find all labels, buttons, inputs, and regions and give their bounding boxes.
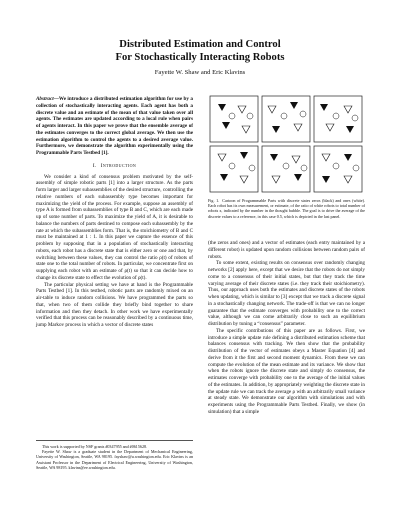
intro-paragraph-2: The particular physical setting we have at hand is the Programmable Parts Testbed [1]. In this testbed, robotic parts are randomly mixed on an air-table to induce random collisions. We have programmed the parts so that, when two of them collide they briefly bind together to share information and then they detach. In other work we have experimentally verified that this process can be reasonably described by a continuous time, jump Markov process in which a vector of discrete states: [36, 281, 193, 328]
author-line: Fayette W. Shaw and Eric Klavins: [154, 69, 246, 76]
title-line-1: Distributed Estimation and Control: [119, 39, 281, 50]
robot-group: [322, 154, 359, 183]
right-column: [208, 240, 365, 416]
robot-group: [268, 102, 306, 133]
section-number: I.: [92, 162, 97, 169]
robot-group: [320, 104, 358, 133]
figure-label: Fig. 1.: [208, 198, 220, 203]
abstract-label: Abstract—: [36, 96, 59, 102]
robot-group: [218, 152, 255, 183]
paper-title: [0, 38, 400, 64]
robot-group: [218, 104, 253, 133]
intro-paragraph-1: We consider a kind of consensus problem motivated by the self-assembly of simple robotic parts [1] into a larger structure. As the parts form larger and larger subassemblies of the desired structure, controlling the relative numbers of each subassembly type becomes important for maximizing the yield of the process. For example, suppose an assembly of type A is formed from subassemblies of type B and C, which are each made up of some number of parts. To maximize the yield of A, it is desirable to balance the numbers of parts destined to compose each subassembly by the rate at which the subassemblies form. That is, the stoichiometry of B and C must be maintained at 1 : 1. In this paper we capture the essence of this problem by supposing that in a population of stochastically interacting robots, each robot has a discrete state that is either zero or one and that, by switching between these values, they can control the ratio ρ(t) of robots of state one to the total number of robots. In particular, we concentrate first on supplying each robot with an estimate of ρ(t) so that it can decide how to change its discrete state to effect the evolution of ρ(t).: [36, 173, 193, 281]
right-paragraph-3: The specific contributions of this paper are as follows. First, we introduce a simple update rule defining a distributed estimation scheme that balances consensus with tracking. We then show that the probability distribution of the vector of estimates obeys a Master Equation [4] and derive from it the first and second moment dynamics. From these we can compute the evolution of the mean estimate and its variance. We show that when the robots ignore the discrete state and simply do consensus, the estimates converge with probability one to the average of the initial values of the estimates. In addition, by appropriately weighting the discrete state in the update rule we can track the average ρ with an arbitrarily small variance at steady state. We demonstrate our algorithm with simulations and with experiments using the Programmable Parts Testbed. Finally, we show (in simulation) that a simple: [208, 327, 365, 415]
figure-1-caption: [208, 198, 365, 219]
right-paragraph-1: (the zeros and ones) and a vector of estimates (each entry maintained by a different robot) is updated upon random collisions between random pairs of robots.: [208, 240, 365, 260]
abstract: [36, 96, 193, 157]
section-heading-introduction: [36, 163, 193, 170]
left-column: [36, 96, 193, 329]
title-line-2: For Stochastically Interacting Robots: [115, 52, 285, 63]
footnote-affiliations: Fayette W. Shaw is a graduate student in the Department of Mechanical Engineering, University of Washington, Seattle, WA 98195. fayshaw@u.washington.edu. Eric Klavins is an Assistant Professor in the Department of Electrical Engineering, University of Washington, Seattle, WA 98195. klavins@ee.washington.edu.: [36, 449, 193, 470]
figure-1-illustration: [208, 94, 365, 194]
figure-caption-text: Cartoon of Programmable Parts with discrete states zeros (black) and ones (white). Each robot has its own measurement, or estimate, of the ratio of white robots to total number of robots x, indicated by the number in the thought bubble. The goal is to drive the average of the discrete values to a reference, in this case 0.5, which is depicted in the last panel.: [208, 198, 365, 219]
section-title: Introduction: [100, 162, 137, 169]
figure-panel-2: [262, 96, 310, 142]
right-paragraph-2: To some extent, existing results on consensus over randomly changing networks [2] apply here, except that we desire that the robots do not simply come to a consensus of their initial states, but that they track the time varying average of their discrete states (i.e. they track their stoichiometry). Thus, our approach uses both the estimates and discrete states of the robots when updating, which is similar to [3] except that we track a discrete signal in a stochastically changing network. The trade-off is that we can no longer guarantee that the estimate converges with probability one to the correct value, although we can come arbitrarily close to such an equilibrium distribution by tuning a “consensus” parameter.: [208, 260, 365, 327]
footnote-funding: This work is supported by NSF grants #0347955 and #0615628.: [42, 444, 148, 449]
robot-group: [270, 154, 307, 183]
footnote: [36, 440, 193, 470]
abstract-text: We introduce a distributed estimation algorithm for use by a collection of stochastically interacting agents. Each agent has both a discrete value and an estimate of the mean of that value taken over all agents. The estimates are updated according to a local rule when pairs of agents interact. In this paper we prove that the ensemble average of the estimates converges to the correct global average. We then use the estimation algorithm to control the agents to a desired average value. Furthermore, we demonstrate the algorithm experimentally using the Programmable Parts Testbed [1].: [36, 96, 193, 156]
